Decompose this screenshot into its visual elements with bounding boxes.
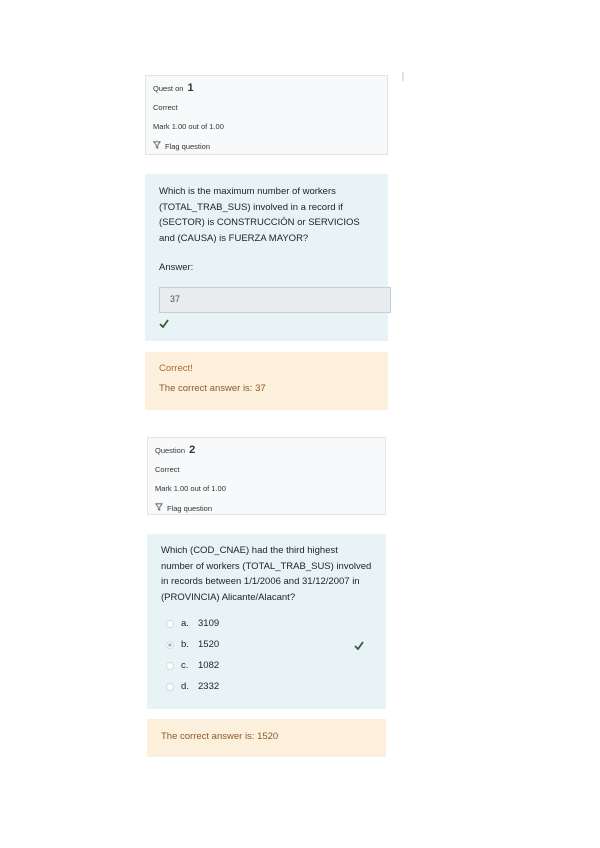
question-1-feedback bbox=[145, 352, 388, 410]
radio-button[interactable] bbox=[166, 662, 174, 670]
option-letter: d. bbox=[181, 680, 189, 692]
question-2-formulation bbox=[147, 534, 386, 709]
question-2-text: Which (COD_CNAE) had the third highest number of workers (TOTAL_TRAB_SUS) involved in records between 1/1/2006 and 31/12/2007 in (PROVINCIA) Alicante/Alacant? bbox=[161, 545, 372, 603]
question-1-heading bbox=[153, 82, 380, 94]
radio-button[interactable] bbox=[166, 620, 174, 628]
option-letter: c. bbox=[181, 659, 189, 671]
question-1-state: Correct bbox=[153, 103, 178, 112]
radio-button-selected[interactable] bbox=[166, 641, 174, 649]
flag-question-label: Flag question bbox=[165, 141, 211, 151]
question-2-heading bbox=[155, 444, 378, 456]
question-number: 2 bbox=[189, 444, 196, 456]
answer-option-a[interactable] bbox=[161, 613, 372, 634]
option-value: 1082 bbox=[198, 659, 220, 671]
question-1-info bbox=[145, 75, 388, 155]
feedback-title: Correct! bbox=[159, 363, 193, 374]
option-value: 1520 bbox=[198, 638, 220, 650]
question-2-info bbox=[147, 437, 386, 515]
question-1-text: Which is the maximum number of workers (TOTAL_TRAB_SUS) involved in a record if (SECTOR) is CONSTRUCCIÓN or SERVICIOS and (CAUSA) is FUERZA MAYOR? bbox=[159, 186, 360, 244]
option-letter: a. bbox=[181, 617, 189, 629]
question-2-mark: Mark 1.00 out of 1.00 bbox=[155, 484, 226, 493]
question-number: 1 bbox=[187, 82, 194, 94]
option-letter: b. bbox=[181, 638, 189, 650]
flag-icon bbox=[153, 141, 161, 151]
correct-check-icon bbox=[354, 640, 364, 656]
correct-answer-text: The correct answer is: 37 bbox=[159, 383, 266, 394]
flag-icon bbox=[155, 503, 163, 513]
flag-question-label: Flag question bbox=[167, 503, 213, 513]
option-value: 2332 bbox=[198, 680, 220, 692]
question-1-mark: Mark 1.00 out of 1.00 bbox=[153, 122, 224, 131]
question-label: Question bbox=[155, 446, 186, 455]
question-2-state: Correct bbox=[155, 465, 180, 474]
correct-answer-text: The correct answer is: 1520 bbox=[161, 731, 279, 742]
question-2-feedback bbox=[147, 719, 386, 757]
option-value: 3109 bbox=[198, 617, 220, 629]
answer-option-c[interactable] bbox=[161, 655, 372, 676]
answer-input[interactable]: 37 bbox=[159, 287, 391, 313]
question-1-formulation bbox=[145, 174, 388, 341]
question-label: Quest on bbox=[153, 84, 184, 93]
radio-button[interactable] bbox=[166, 683, 174, 691]
flag-question-1-link[interactable] bbox=[153, 141, 380, 151]
flag-question-2-link[interactable] bbox=[155, 503, 378, 513]
answer-option-b[interactable] bbox=[161, 634, 372, 655]
scrollbar-mark bbox=[402, 72, 404, 81]
correct-check-icon bbox=[159, 318, 374, 334]
answer-label: Answer: bbox=[159, 262, 194, 273]
answer-option-d[interactable] bbox=[161, 676, 372, 697]
